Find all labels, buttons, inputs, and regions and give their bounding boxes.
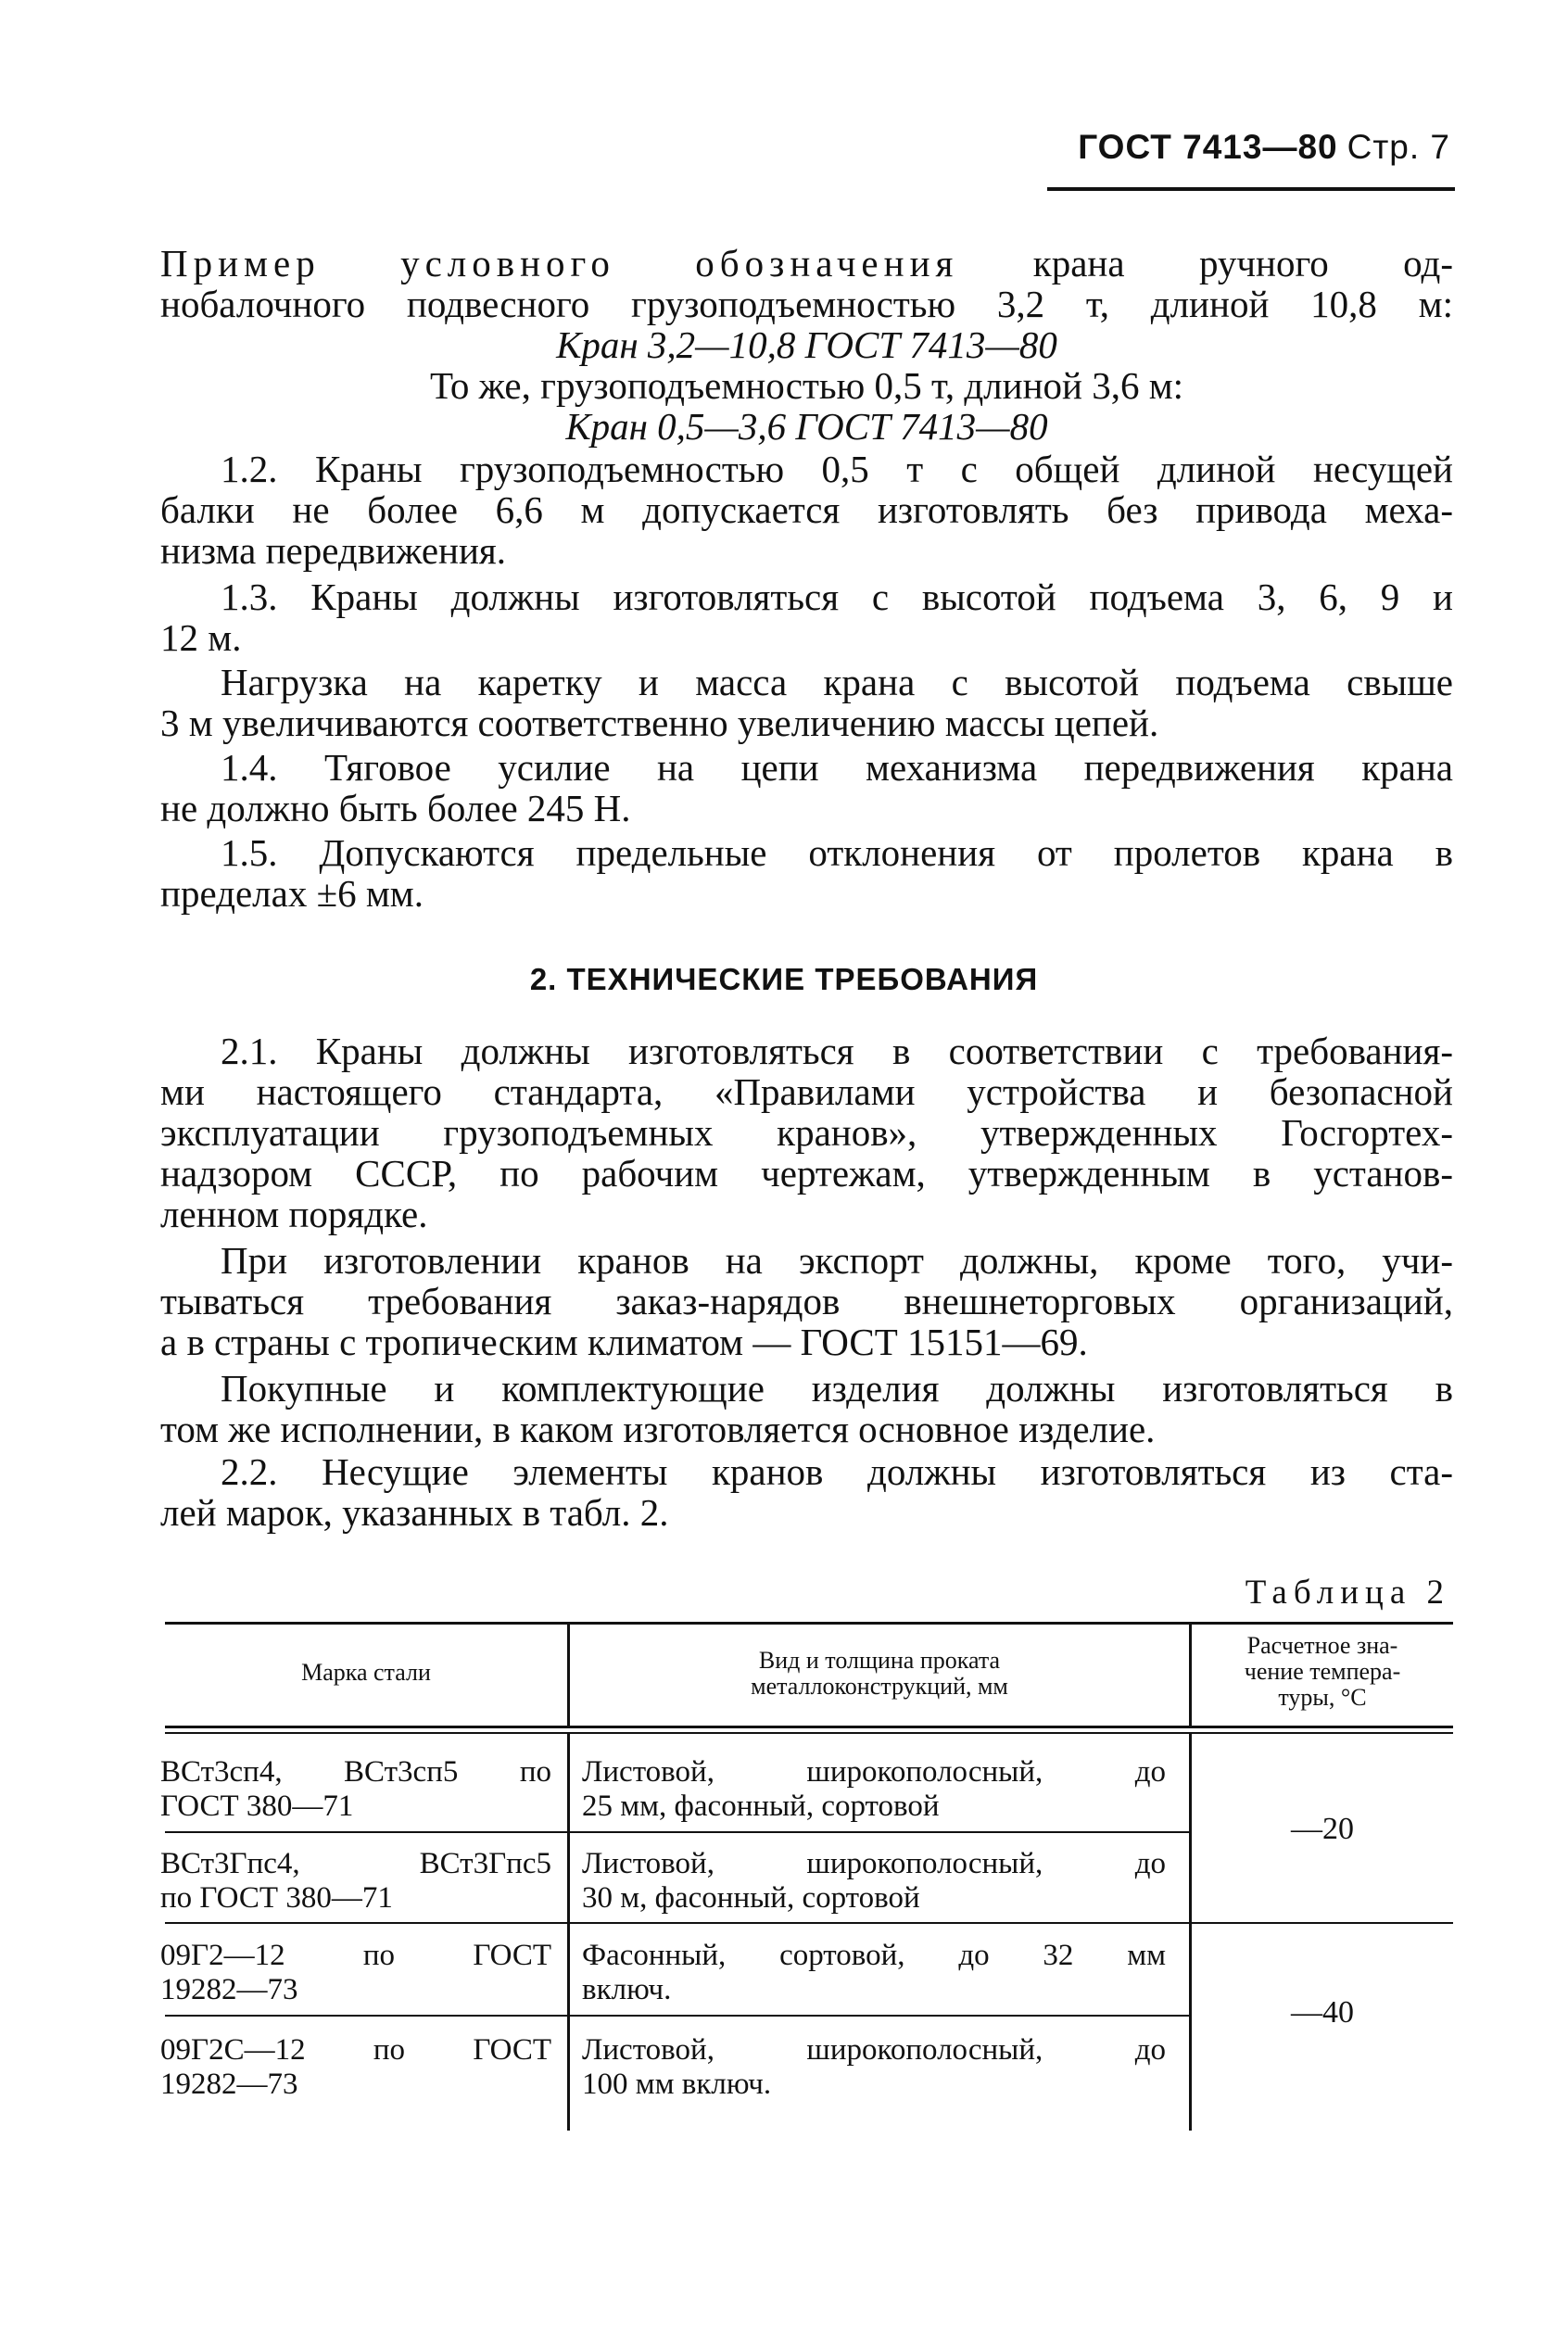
row-divider-2 [165,1922,1453,1924]
paragraph-2-1: 2.1. Краны должны изготовляться в соответствии с требования- ми настоящего стандарта, «Правилами устройства и безопасной эксплуатации грузоподъемных кранов», утвержденных Госгортех- надзором СССР, по рабочим чертежам, утвержденным в установ- ленном порядке. [160,1030,1453,1235]
paragraph-2-1c: Покупные и комплектующие изделия должны изготовляться в том же исполнении, в каком изготовляется основное изделие. [160,1367,1453,1450]
row-divider-1b [570,1831,1189,1833]
paragraph-1-3: 1.3. Краны должны изготовляться с высотой подъема 3, 6, 9 и 12 м. [160,576,1453,659]
header-design-temperature: Расчетное зна- чение темпера- туры, °С [1244,1632,1401,1711]
designation-example-1: Кран 3,2—10,8 ГОСТ 7413—80 [556,323,1057,366]
example-line-2: нобалочного подвесного грузоподъемностью 3,2 т, длиной 10,8 м: [160,283,1453,325]
column-divider-2 [1189,1734,1192,2131]
header-rolled-type: Вид и толщина проката металлоконструкций, мм [751,1647,1008,1700]
column-divider-1 [567,1734,570,2131]
paragraph-1-2: 1.2. Краны грузоподъемностью 0,5 т с общей длиной несущей балки не более 6,6 м допускается изготовлять без привода меха- низма передвижения. [160,448,1453,572]
paragraph-1-3b: Нагрузка на каретку и масса крана с высотой подъема свыше 3 м увеличиваются соответственно увеличению массы цепей. [160,661,1453,744]
temperature-value-2: —40 [1291,1995,1354,2030]
table-top-rule [165,1622,1453,1625]
table-header-rule-2 [165,1732,1453,1734]
paragraph-2-1b: При изготовлении кранов на экспорт должны, кроме того, учи- тываться требования заказ-нарядов внешнеторговых организаций, а в страны с тропическим климатом — ГОСТ 15151—69. [160,1239,1453,1363]
table-caption: Таблица 2 [1245,1574,1450,1612]
page-number: Стр. 7 [1347,128,1450,166]
table-row-3-steel: 09Г2—12 по ГОСТ 19282—73 [160,1939,551,2006]
paragraph-1-5: 1.5. Допускаются предельные отклонения от пролетов крана в пределах ±6 мм. [160,831,1453,915]
header-steel-grade: Марка стали [301,1659,431,1686]
table-row-4-rolled: Листовой, широкополосный, до 100 мм включ. [582,2033,1166,2101]
paragraph-1-4: 1.4. Тяговое усилие на цепи механизма передвижения крана не должно быть более 245 Н. [160,746,1453,829]
table-row-4-steel: 09Г2С—12 по ГОСТ 19282—73 [160,2033,551,2101]
example-block [160,243,1453,447]
paragraph-2-2: 2.2. Несущие элементы кранов должны изготовляться из ста- лей марок, указанных в табл. 2. [160,1450,1453,1534]
same-line: То же, грузоподъемностью 0,5 т, длиной 3,6 м: [429,364,1184,407]
page-header [1078,128,1450,167]
table-row-1-rolled: Листовой, широкополосный, до 25 мм, фасонный, сортовой [582,1755,1166,1823]
table-header-rule [165,1726,1453,1728]
temperature-value-1: —20 [1291,1812,1354,1846]
standard-number: ГОСТ 7413—80 [1078,128,1338,166]
table-row-3-rolled: Фасонный, сортовой, до 32 мм включ. [582,1939,1166,2006]
designation-example-2: Кран 0,5—3,6 ГОСТ 7413—80 [565,405,1048,448]
example-lead: Пример условного обозначения [160,242,959,285]
example-line-1: Пример условного обозначения крана ручного од- [160,242,1453,285]
row-divider-3a [165,2015,567,2017]
row-divider-3b [570,2015,1189,2017]
row-divider-1a [165,1831,567,1833]
header-rule [1047,187,1455,191]
table-row-1-steel: ВСт3сп4, ВСт3сп5 по ГОСТ 380—71 [160,1755,551,1823]
section-title: 2. ТЕХНИЧЕСКИЕ ТРЕБОВАНИЯ [529,962,1039,996]
table-row-2-rolled: Листовой, широкополосный, до 30 м, фасонный, сортовой [582,1847,1166,1915]
table-row-2-steel: ВСт3Гпс4, ВСт3Гпс5 по ГОСТ 380—71 [160,1847,551,1915]
